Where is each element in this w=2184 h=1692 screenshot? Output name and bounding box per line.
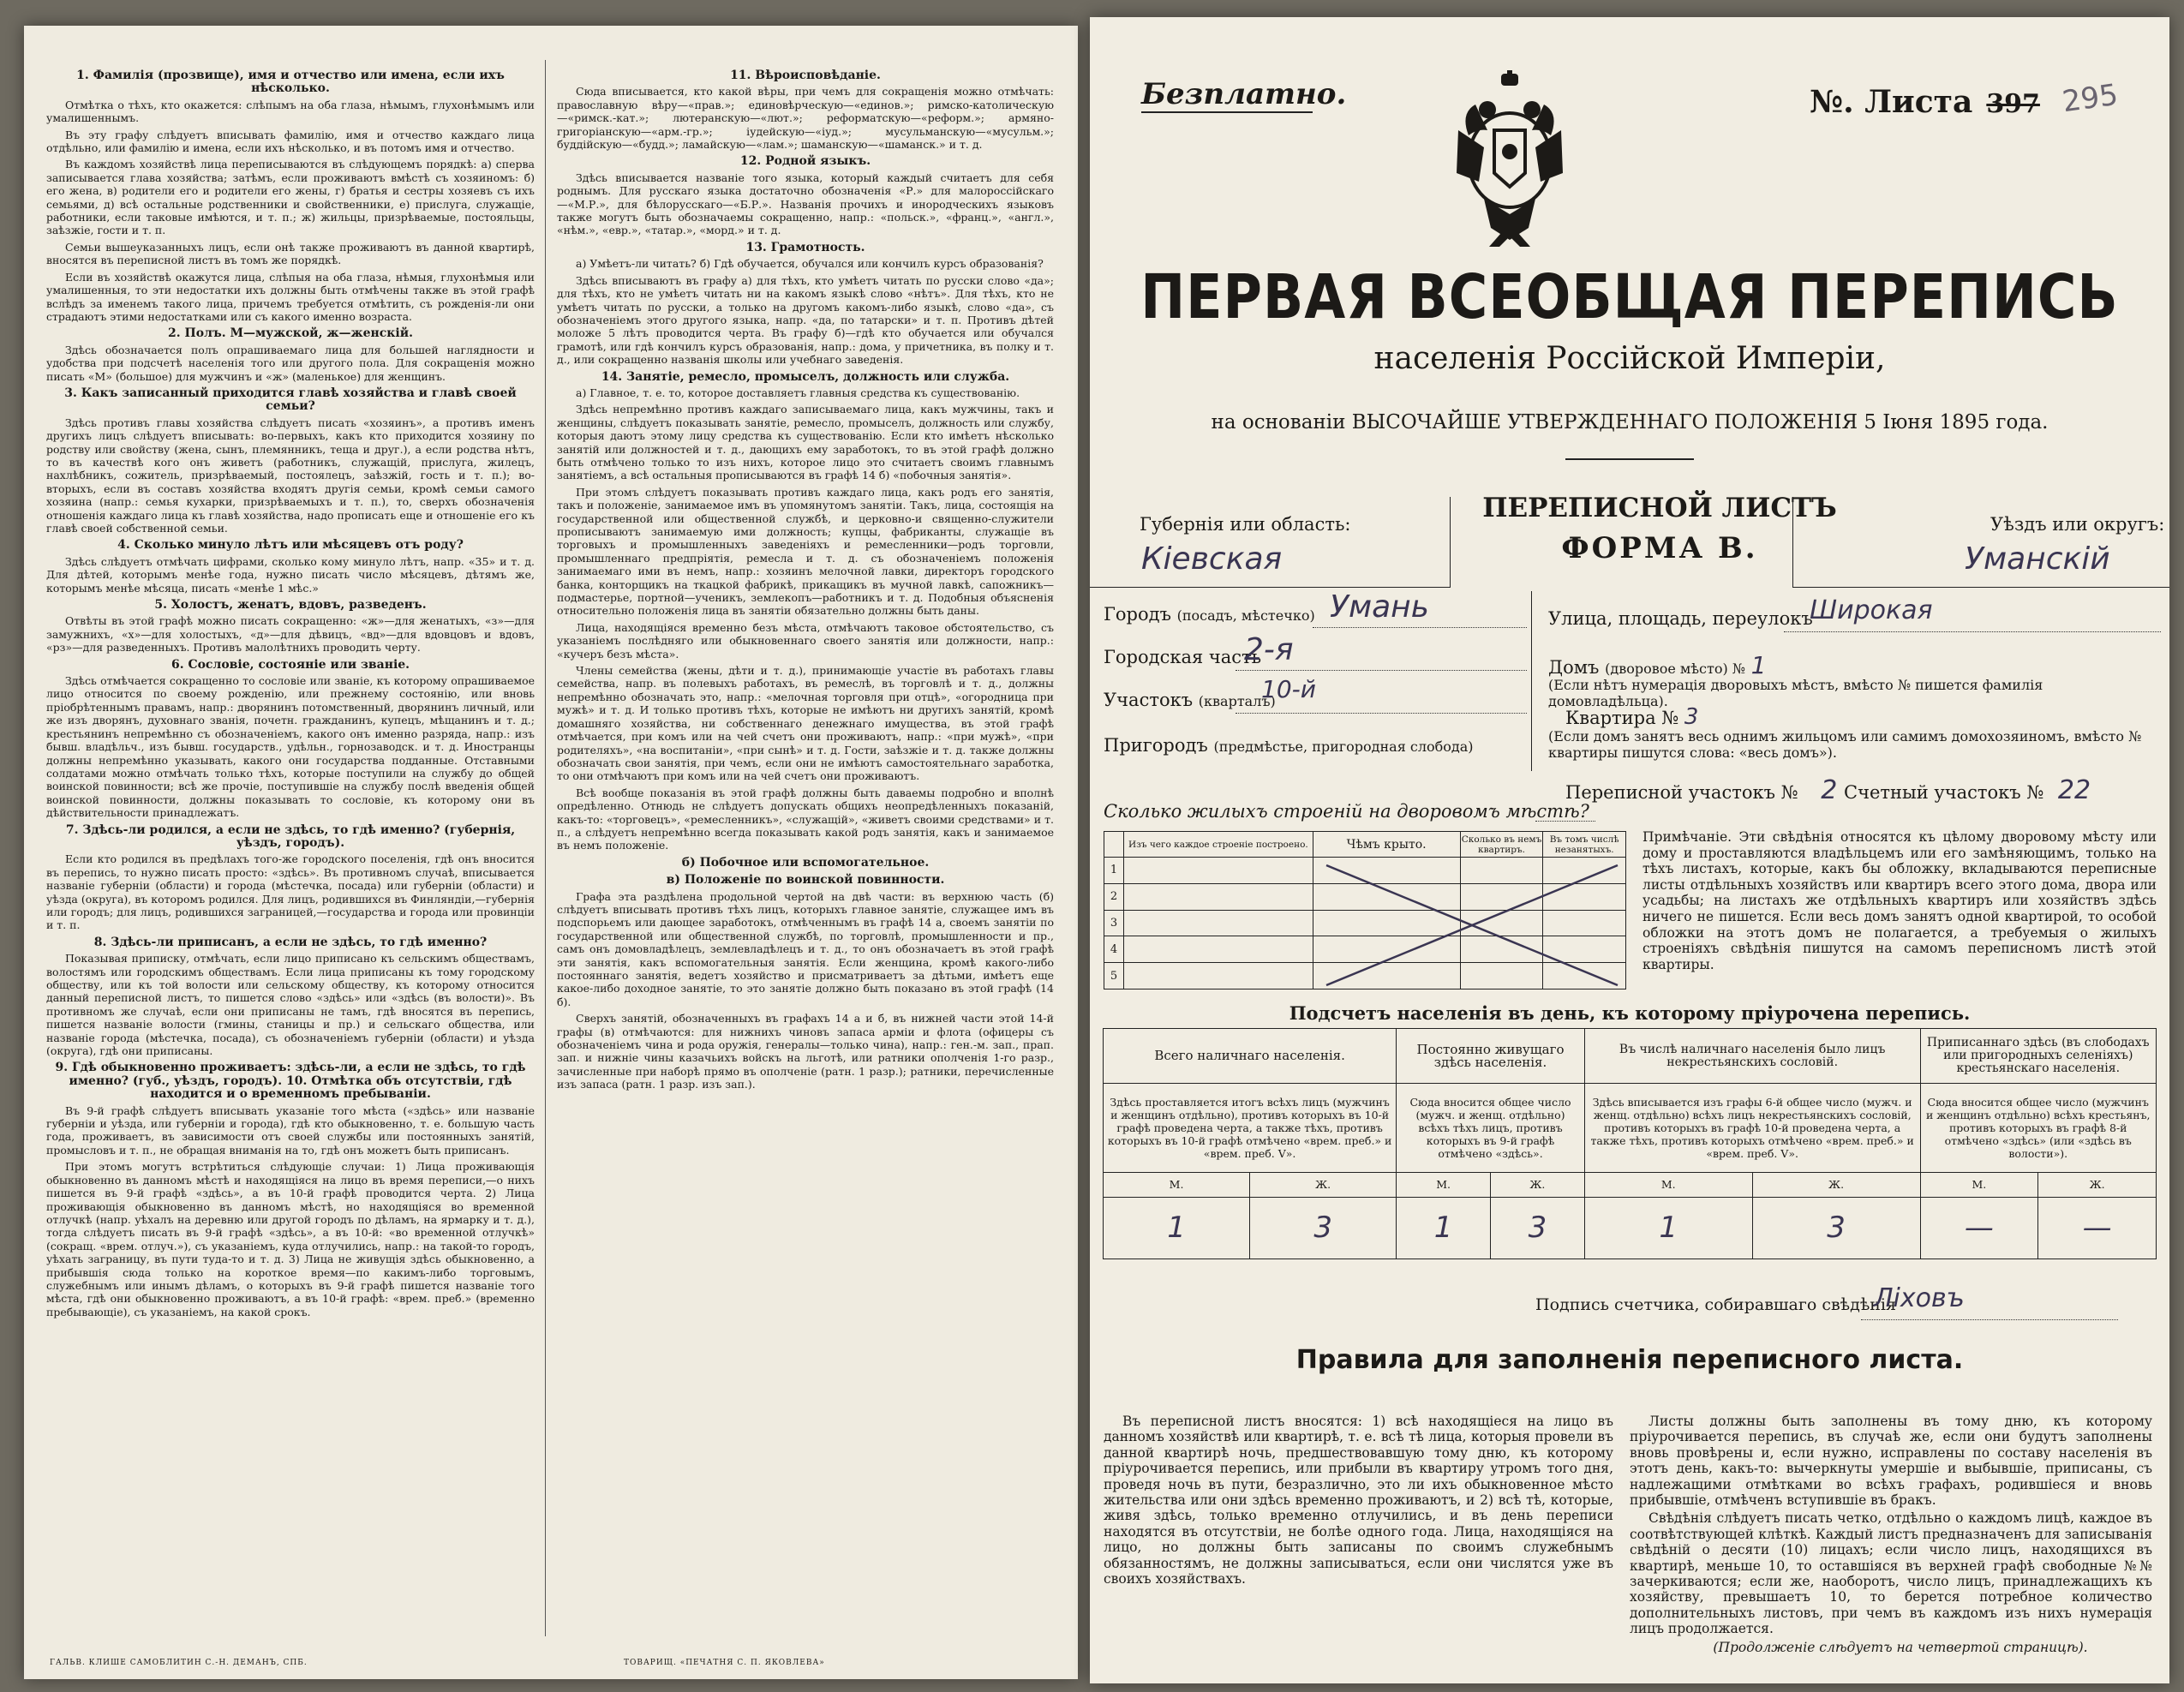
yard-cell [1124,936,1313,963]
instruction-heading: 5. Холостъ, женатъ, вдовъ, разведенъ. [154,598,427,613]
yard-row-number: 4 [1104,936,1124,963]
uezd-box [1792,497,2169,588]
count-desc-peasant: Сюда вносится общее число (мужчинъ и женщинъ отдѣльно) всѣхъ крестьянъ, противъ которыхъ въ графѣ 8-й отмѣчено «здѣсь» (или «здѣсь въ волости»). [1920,1084,2157,1172]
flat-label: Квартира № [1565,708,1679,728]
instruction-heading: 1. Фамилія (прозвище), имя и отчество или имена, если ихъ нѣсколько. [76,69,505,96]
instruction-paragraph: Въ эту графу слѣдуетъ вписывать фамилію, имя и отчество каждаго лица отдѣльно, или фамилію и имена, если ихъ нѣсколько, и въ потомъ имя и отчество. [46,128,535,155]
printer-imprint-right: ТОВАРИЩ. «ПЕЧАТНЯ С. П. ЯКОВЛЕВА» [624,1659,825,1667]
enumerator-label: Подпись счетчика, собиравшаго свѣдѣнія [1535,1295,1896,1314]
yard-row-number: 5 [1104,963,1124,989]
city-part-label: Городская часть [1104,647,1262,667]
district-note: (кварталъ) [1198,693,1276,709]
count-area-field [1844,775,2091,805]
count-head-non-peasant: Въ числѣ наличнаго населенія было лицъ некрестьянскихъ сословій. [1584,1029,1920,1084]
form-subtitle: населенія Россійской Имперіи, [1373,341,1886,376]
instruction-heading: б) Побочное или вспомогательное. [681,855,930,870]
rule-paragraph: Свѣдѣнія слѣдуетъ писать четко, отдѣльно о каждомъ лицѣ, каждое въ соотвѣтствующей клѣткѣ. Каждый листъ предназначенъ для записыванія свѣдѣній о десяти (10) лицахъ; если число лицъ, находящихся въ квартирѣ, меньше 10, то оставшіяся въ верхней графѣ свободные №№ зачеркиваются; если же, наоборотъ, число лицъ, принадлежащихъ къ хозяйству, превышаетъ 10, то берется потребное количество дополнительныхъ листовъ, при чемъ въ каждомъ изъ нихъ нумерація лицъ продолжается. [1630,1510,2152,1637]
count-resident-f: 3 [1491,1197,1585,1259]
yard-header-flats: Сколько въ немъ квартиръ. [1460,832,1543,858]
instruction-heading: 3. Какъ записанный приходится главѣ хозяйства и главѣ своей семьи? [64,386,517,414]
house-note: (дворовое мѣсто) № [1605,661,1745,677]
instruction-heading: 9. Гдѣ обыкновенно проживаетъ: здѣсь-ли, а если не здѣсь, то гдѣ именно? (губ., уѣздъ, городъ). 10. Отмѣтка объ отсутствіи, гдѣ находится и о временномъ пребываніи. [55,1061,526,1102]
instruction-paragraph: Здѣсь вписывается названіе того языка, который каждый считаетъ для себя роднымъ. Для русскаго языка достаточно обозначенія «Р.» для малороссійскаго—«М.Р.», для бѣлорусскаго—«Б.Р.». Названія прочихъ и инородческихъ языковъ также могутъ быть обозначаемы сокращенно, напр.: «польск.», «франц.», «англ.», «нѣм.», «евр.», «татар.», «морд.» и т. д. [557,170,1054,237]
instruction-paragraph: Здѣсь вписываютъ въ графу а) для тѣхъ, кто умѣетъ читать по русски слово «да»; для тѣхъ, кто не умѣетъ читать ни на какомъ языкѣ слово «нѣтъ». Для тѣхъ, кто не умѣетъ читать по русски, а только на другомъ какомъ-либо языкѣ, слово «да», съ обозначеніемъ этого другого языка, напр. «да, по татарски» и т. п. Противъ дѣтей моложе 5 лѣтъ проводится черта. Въ графу б)—гдѣ кто обучается или обучался грамотѣ, или гдѣ кончилъ курсъ образованія, напр.: дома, у причетника, въ полку и т. д., или сокращенно названія школы или учебнаго заведенія. [557,273,1054,367]
district-label: Участокъ [1104,690,1194,710]
instruction-heading: 2. Полъ. М—мужской, ж—женскій. [168,326,413,341]
instruction-paragraph: Члены семейства (жены, дѣти и т. д.), принимающіе участіе въ работахъ главы семейства, напр. въ полевыхъ работахъ, въ ремеслѣ, въ торговлѣ и т. д., должны непремѣнно обозначать это, напр.: «мелочная торговля при отцѣ», «огородница при мужѣ» и т. д. И только противъ тѣхъ, которые не имѣютъ ни другихъ занятій, кромѣ домашняго хозяйства, ни собственнаго денежнаго имущества, въ этой графѣ отмѣчается, при комъ или на чей счетъ они проживаютъ, напр.: «при мужѣ», «при родителяхъ», «на воспитаніи», «при сынѣ» и т. д. Гости, заѣзжіе и т. д. также должны обозначать свои занятія, при чемъ, если они не имѣютъ самостоятельнаго заработка, то они отмѣчаютъ при комъ или на чей счетъ они проживаютъ. [557,664,1054,783]
count-peasant-f: — [2038,1197,2157,1259]
rule-paragraph: Въ переписной листъ вносятся: 1) всѣ находящіеся на лицо въ данномъ хозяйствѣ или квартирѣ, т. е. всѣ тѣ лица, которыя провели въ данной квартирѣ ночь, предшествовавшую тому дню, къ которому пріурочивается перепись, или прибыли въ квартиру утромъ того дня, проведя ночь въ пути, безразлично, это ли ихъ обыкновенное мѣсто жительства или они здѣсь временно проживаютъ, и 2) всѣ тѣ, которые, живя здѣсь, только временно отлучились, и въ день переписи находятся въ отсутствіи, не болѣе одного года. Лица, находящіяся на лицо, но должны быть записаны по своимъ служебнымъ обязанностямъ, не должны записываться, если они числятся уже въ своихъ хозяйствахъ. [1104,1414,1613,1587]
instruction-paragraph: Здѣсь отмѣчается сокращенно то сословіе или званіе, къ которому опрашиваемое лицо относится по своему рожденію, или прежнему состоянію, или вновь пріобрѣтеннымъ правамъ, напр.: дворянинъ потомственный, дворянинъ личный, или же изъ дворянъ, духовнаго званія, почетн. гражданинъ, купецъ, мѣщанинъ и т. д.; крестьянинъ непремѣнно съ обозначеніемъ, какого онъ именно разряда, напр.: изъ бывш. владѣльч., изъ бывш. государств., удѣльн., горнозаводск. и т. д. Иностранцы должны непремѣнно указывать, какого они государства подданные. Отставными солдатами можно отмѣчать только тѣхъ, которые поступили на службу до общей воинской повинности; всѣ же прочіе, поступившіе на службу послѣ введенія общей воинской повинности, должны показывать то сословіе, къ которому они въ дѣйствительности принадлежатъ. [46,674,535,820]
count-desc-resident: Сюда вносится общее число (мужч. и женщ. отдѣльно) всѣхъ тѣхъ лицъ, противъ которыхъ въ 9-й графѣ отмѣчено «здѣсь». [1397,1084,1585,1172]
city-fill-line [1313,627,1527,628]
yard-header-vacant: Въ томъ числѣ незанятыхъ. [1543,832,1626,858]
sheet-number [1810,75,2040,122]
flat-field [1565,704,1698,730]
instruction-paragraph: а) Главное, т. е. то, которое доставляетъ главныя средства къ существованію. [576,386,1020,399]
count-head-resident: Постоянно живущаго здѣсь населенія. [1397,1029,1585,1084]
district-value: 10-й [1261,675,1316,703]
instruction-paragraph: При этомъ могутъ встрѣтиться слѣдующіе случаи: 1) Лица проживающія обыкновенно въ данномъ мѣстѣ и находящіяся на лицо въ время переписи,—о нихъ пишется въ 9-й графѣ «здѣсь», а въ 10-й графѣ проводится черта. 2) Лица проживающія обыкновенно въ данномъ мѣстѣ, но находящіяся во временной отлучкѣ (напр. уѣхалъ на деревню или другой городъ по дѣламъ, на ярмарку и т. д.), тогда слѣдуетъ писать въ 9-й графѣ «здѣсь», а въ 10-й: «во временной отлучкѣ» (сокращ. «врем. отлуч.»), съ указаніемъ, куда отлучились, напр.: на такой-то городъ, уѣхать заграницу, въ пути туда-то и т. д. 3) Лица не живущія здѣсь обыкновенно, а прибывшія сюда только на короткое время—по какимъ-либо торговымъ, служебнымъ или инымъ дѣламъ, о которыхъ въ 9-й графѣ пишется названіе того мѣста, гдѣ они обыкновенно проживаютъ, а въ 10-й графѣ: «врем. преб.» (временно пребывающіе), съ указаніемъ, на какой срокъ. [46,1160,535,1318]
yard-fill-line [1535,821,1595,822]
count-head-present: Всего наличнаго населенія. [1104,1029,1397,1084]
instruction-paragraph: Лица, находящіяся временно безъ мѣста, отмѣчаютъ таковое обстоятельство, съ указаніемъ послѣдняго или обыкновеннаго своего занятія или должности, напр.: «кучеръ безъ мѣста». [557,620,1054,661]
instruction-paragraph: Всѣ вообще показанія въ этой графѣ должны быть даваемы подробно и вполнѣ опредѣленно. Отнюдь не слѣдуетъ допускать общихъ неопредѣленныхъ показаній, какъ-то: «торговецъ», «ремесленникъ», «служащій», «живетъ своими средствами» и т. п., а слѣдуетъ непремѣнно всегда показывать какой родъ занятія, какъ и занимаемое въ немъ положеніе. [557,786,1054,852]
yard-note: Примѣчаніе. Эти свѣдѣнія относятся къ цѣлому дворовому мѣсту или дому и проставляются владѣльцемъ или его замѣняющимъ, только на тѣхъ листахъ, которые, какъ бы обложку, вкладываются переписные листы отдѣльныхъ хозяйствъ или квартиръ всего этого дома, двора или усадьбы; на листахъ же отдѣльныхъ квартиръ или хозяйствъ здѣсь ничего не пишется. Если весь домъ занятъ одной квартирой, то особой обложки на этотъ домъ не полагается, а требуемыя о жилыхъ строеніяхъ свѣдѣнія пишутся на самомъ переписномъ листѣ этой квартиры. [1642,829,2157,972]
count-present-m: 1 [1104,1197,1250,1259]
rules-column-right [1630,1414,2152,1658]
count-non-peasant-m: 1 [1584,1197,1752,1259]
count-desc-non-peasant: Здѣсь вписывается изъ графы 6-й общее число (мужч. и женщ. отдѣльно) всѣхъ лицъ некрестьянскихъ сословій, противъ которыхъ въ графѣ 10-й проведена черта, а также тѣхъ, противъ которыхъ отмѣчено «врем. преб.» и «врем. преб. V». [1584,1084,1920,1172]
flat-value: 3 [1684,704,1699,730]
count-f-label: Ж. [2038,1172,2157,1197]
yard-header-roof: Чѣмъ крыто. [1313,832,1460,858]
street-fill-line [1784,631,2161,632]
count-area-label: Счетный участокъ № [1844,782,2044,803]
count-area-value: 22 [2057,775,2091,805]
rule-paragraph: Листы должны быть заполнены въ тому дню, къ которому пріурочивается перепись, въ случаѣ же, если они будутъ заполнены вновь провѣрены и, если нужно, исправлены по составу населенія въ этотъ день, какъ-то: вычеркнуты умершіе и выбывшіе, приписаны, съ надлежащими отмѣтками во всѣхъ графахъ, родившіеся и вновь прибывшіе, отмѣченъ вступившіе въ бракъ. [1630,1414,2152,1509]
instruction-paragraph: Семьи вышеуказанныхъ лицъ, если онѣ также проживаютъ въ данной квартирѣ, вносятся въ переписной листъ въ томъ же порядкѣ. [46,240,535,267]
census-area-label: Переписной участокъ № [1565,782,1798,803]
instruction-heading: 13. Грамотность. [745,240,865,254]
sheet-number-label: №. Листа [1810,84,1973,120]
uezd-label: Уѣздъ или округъ: [1990,514,2165,535]
instruction-paragraph: При этомъ слѣдуетъ показывать противъ каждаго лица, какъ родъ его занятія, такъ и положеніе, занимаемое имъ въ упомянутомъ занятіи. Такъ, лица, состоящія на государственной или общественной службѣ, и церковно-и священно-служители прописываютъ занимаемую ими должность; купцы, фабриканты, служащіе въ торговыхъ и промышленныхъ заведеніяхъ и ремесленники—родъ торговли, промышленнаго предпріятія, ремесла и т. д. съ обозначеніемъ положенія занимаемаго ими въ немъ, напр.: хозяинъ мелочной лавки, директоръ городского банка, конторщикъ на ткацкой фабрикѣ, прикащикъ въ мучной лавкѣ, сапожникъ—подмастерье, портной—ученикъ, землекопъ—работникъ и т. д. Подобныя объясненія относительно положенія лица въ занятіи обязательно должны быть даны. [557,485,1054,618]
instructions-column-left [46,65,535,1322]
city-note: (посадъ, мѣстечко) [1176,607,1315,624]
count-m-label: М. [1584,1172,1752,1197]
address-divider [1531,591,1532,771]
rules-column-left [1104,1414,1613,1589]
instruction-paragraph: Въ каждомъ хозяйствѣ лица переписываются въ слѣдующемъ порядкѣ: а) сперва записывается глава хозяйства; затѣмъ, если проживаютъ вмѣстѣ съ хозяиномъ: б) его жена, в) родители его и родители его жены, г) братья и сестры хозяевъ съ ихъ семьями, д) всѣ остальные родственники и свойственники, е) прислуга, служащіе, работники, если таковые имѣются, и т. п.; ж) жильцы, призрѣваемые, постояльцы, заѣзжіе, гости и т. п. [46,158,535,237]
instruction-paragraph: Здѣсь непремѣнно противъ каждаго записываемаго лица, какъ мужчины, такъ и женщины, слѣдуетъ показывать занятіе, ремесло, промыселъ, должность или службу, которыя даютъ этому лицу средства къ существованію. Если кто имѣетъ нѣсколько занятій или должностей и т. д., дающихъ ему заработокъ, то въ этой графѣ должно быть отмѣчено только то изъ нихъ, которое лицо это считаетъ своимъ главнымъ занятіемъ, а всѣ остальныя прописываются въ графѣ 14 б) «побочныя занятія». [557,403,1054,482]
sheet-number-printed: 397 [1986,89,2040,119]
census-area-value: 2 [1821,775,1838,805]
column-divider [545,60,546,1636]
instruction-paragraph: Здѣсь обозначается полъ опрашиваемаго лица для большей наглядности и удобства при подсчетѣ населенія того или другого пола. Для сокращенія можно писать «М» (большое) для мужчинъ и «ж» (маленькое) для женщинъ. [46,343,535,383]
gubernia-box [1090,497,1451,588]
count-f-label: Ж. [1752,1172,1920,1197]
left-page [24,26,1078,1679]
rules-continued: (Продолженіе слѣдуетъ на четвертой страницѣ). [1713,1639,2088,1655]
instruction-heading: 6. Сословіе, состояніе или званіе. [171,657,410,672]
instruction-paragraph: Здѣсь противъ главы хозяйства слѣдуетъ писать «хозяинъ», а противъ именъ другихъ лицъ слѣдуетъ вписывать: во-первыхъ, какъ кто приходится хозяину по родству или свойству (жена, сынъ, племянникъ, теща и друг.), а если родства нѣтъ, то въ качествѣ кого онъ живетъ (работникъ, служащій, прислуга, жилецъ, нахлѣбникъ, сожитель, призрѣваемый, постоялецъ, заѣзжій, гость и т. п.); во-вторыхъ, если въ составъ хозяйства входятъ другія семьи, кромѣ семьи самого хозяина (напр.: семья кухарки, призрѣваемыхъ и т. п.), то, сверхъ обозначенія отношенія каждаго лица къ главѣ хозяйства, надо прописать еще и отношеніе его къ главѣ своей собственной семьи. [46,416,535,535]
free-label: Безплатно. [1141,77,1347,111]
instruction-heading: 12. Родной языкъ. [739,154,871,169]
city-part-fill-line [1236,670,1527,671]
city-value: Умань [1330,589,1429,625]
printer-imprint-left: ГАЛЬВ. КЛИШЕ САМОБЛИТИН С.-Н. ДЕМАНЪ, СПБ. [50,1659,308,1667]
count-present-f: 3 [1250,1197,1397,1259]
count-m-label: М. [1920,1172,2038,1197]
yard-cell [1124,858,1313,884]
census-area-field [1565,775,1837,805]
instruction-paragraph: Графа эта раздѣлена продольной чертой на двѣ части: въ верхнюю часть (б) слѣдуетъ вписывать противъ тѣхъ лицъ, которыхъ главное занятіе, служащее имъ въ подспорьемъ или дающее заработокъ, отмѣченнымъ въ графѣ 14 а, своемъ занятіи по государственной или общественной службѣ, по торговлѣ, промышленности и пр., самъ онъ домовладѣлецъ, землевладѣлецъ и т. д., то онъ обозначаетъ въ этой графѣ эти занятія, какъ вспомогательныя занятія. Если женщина, кромѣ какого-либо постояннаго занятія, ведетъ хозяйство и присматриваетъ за дѣтьми, имѣетъ еще какое-либо доходное занятіе, то это занятіе должно быть показано въ этой графѣ (14 б). [557,889,1054,1008]
count-m-label: М. [1104,1172,1250,1197]
district-fill-line [1236,713,1527,714]
yard-row-number: 3 [1104,910,1124,936]
instruction-paragraph: Въ 9-й графѣ слѣдуетъ вписывать указаніе того мѣста («здѣсь» или названіе губерніи и уѣзда, или губерніи и города), гдѣ кто обыкновенно, т. е. большую часть года, проживаетъ, въ зависимости отъ своей службы или постоянныхъ занятій, промысловъ и т. п., не обращая вниманія на то, гдѣ онъ можетъ быть приписанъ. [46,1103,535,1157]
instruction-paragraph: Здѣсь слѣдуетъ отмѣчать цифрами, сколько кому минуло лѣтъ, напр. «35» и т. д. Для дѣтей, которымъ менѣе года, нужно писать число мѣсяцевъ, дѣтямъ же, которымъ менѣе мѣсяца, писать «менѣе 1 мѣс.» [46,554,535,595]
city-field [1104,604,1315,625]
census-form-page [1090,17,2169,1683]
uezd-value: Уманскій [1965,541,2110,577]
instruction-heading: 4. Сколько минуло лѣтъ или мѣсяцевъ отъ роду? [117,538,464,553]
basis-underline [1565,458,1694,460]
house-field [1548,651,1766,679]
instruction-heading: 8. Здѣсь-ли приписанъ, а если не здѣсь, то гдѣ именно? [93,935,488,949]
yard-row-number: 2 [1104,883,1124,910]
instruction-heading: 7. Здѣсь-ли родился, а если не здѣсь, то гдѣ именно? (губернія, уѣздъ, городъ). [65,822,516,850]
yard-cell [1124,963,1313,989]
count-head-peasant: Приписаннаго здѣсь (въ слободахъ или пригородныхъ селеніяхъ) крестьянскаго населенія. [1920,1029,2157,1084]
instruction-heading: в) Положеніе по воинской повинности. [666,873,945,888]
count-peasant-m: — [1920,1197,2038,1259]
instruction-paragraph: Если кто родился въ предѣлахъ того-же городского поселенія, гдѣ онъ вносится въ перепись, то нужно писать просто: «здѣсь». Въ противномъ случаѣ, вписывается названіе губерніи (области) и города (мѣстечка, посада) или губерніи (области) и уѣзда (округа), въ которомъ родился. Для лицъ, родившихся въ Финляндіи,—губернія или городъ; для лицъ, родившихся заграницей,—государства и города или провинціи и т. п. [46,852,535,932]
house-hint: (Если нѣтъ нумерація дворовыхъ мѣстъ, вмѣсто № пишется фамилія домовладѣльца). [1548,677,2043,709]
instruction-paragraph: Отмѣтка о тѣхъ, кто окажется: слѣпымъ на оба глаза, нѣмымъ, глухонѣмымъ или умалишеннымъ. [46,98,535,125]
flat-hint: (Если домъ занятъ весь однимъ жильцомъ или самимъ домохозяиномъ, вмѣсто № квартиры пишутся слова: «весь домъ»). [1548,728,2142,761]
yard-header-material: Изъ чего каждое строеніе построено. [1124,832,1313,858]
rules-title: Правила для заполненія переписного листа. [1295,1345,1964,1375]
street-value: Широкая [1810,595,1933,625]
city-label: Городъ [1104,604,1171,625]
gubernia-value: Кіевская [1141,541,1283,577]
yard-row-number: 1 [1104,858,1124,884]
count-f-label: Ж. [1250,1172,1397,1197]
instruction-paragraph: а) Умѣетъ-ли читать? б) Гдѣ обучается, обучался или кончилъ курсъ образованія? [576,257,1044,271]
suburb-note: (предмѣстье, пригородная слобода) [1213,738,1474,755]
count-title: Подсчетъ населенія въ день, къ которому пріурочена перепись. [1289,1002,1971,1024]
yard-table-cross-out-mark [1309,857,1626,989]
count-desc-present: Здѣсь проставляется итогъ всѣхъ лицъ (мужчинъ и женщинъ отдѣльно), противъ которыхъ въ 10-й графѣ проведена черта, а также тѣхъ, противъ которыхъ въ 10-й графѣ отмѣчено «врем. преб.» и «врем. преб. V». [1104,1084,1397,1172]
yard-cell [1124,910,1313,936]
count-m-label: М. [1397,1172,1491,1197]
form-letter: ФОРМА В. [1561,531,1758,565]
instruction-heading: 14. Занятіе, ремесло, промыселъ, должность или служба. [601,369,1010,384]
legal-basis: на основаніи ВЫСОЧАЙШЕ УТВЕРЖДЕННАГО ПОЛОЖЕНІЯ 5 Іюня 1895 года. [1211,411,2049,433]
yard-table-corner [1104,832,1124,858]
instruction-paragraph: Сверхъ занятій, обозначенныхъ въ графахъ 14 а и б, въ нижней части этой 14-й графы (в) отмѣчаются: для нижнихъ чиновъ запаса армiи и флота (офицеры съ обозначеніемъ чина и рода оружія, генералы—только чина), напр.: ген.-м. зап., прап. зап. и нижніе чины казачьихъ войскъ на льготѣ, или ратники ополченія 1-го разр., зачисленные при наборѣ прямо въ ополченіе (ратн. 1 разр.); ратники, перечисленные изъ запаса (ратн. 1 разр. изъ зап.). [557,1012,1054,1091]
house-value: 1 [1750,651,1767,679]
enumerator-signature: Ліховъ [1874,1283,1965,1313]
yard-cell [1124,883,1313,910]
instructions-column-right [557,65,1054,1095]
city-part-value: 2-я [1244,632,1294,667]
enumerator-fill-line [1861,1319,2118,1320]
population-count-table [1103,1028,2157,1259]
instruction-paragraph: Если въ хозяйствѣ окажутся лица, слѣпыя на оба глаза, нѣмыя, глухонѣмыя или умалишенныя, то эти недостатки ихъ должны быть отмѣчены также въ этой графѣ вслѣдъ за именемъ такого лица, причемъ требуется отмѣтить, съ рожденія-ли они страдаютъ этими недостатками или съ какого именно возраста. [46,270,535,323]
house-label: Домъ [1548,657,1600,678]
suburb-field [1104,735,1474,756]
street-label: Улица, площадь, переулокъ [1548,608,1813,629]
form-main-title: ПЕРВАЯ ВСЕОБЩАЯ ПЕРЕПИСЬ [1140,260,2119,333]
district-field [1104,690,1276,710]
instruction-heading: 11. Вѣроисповѣданіе. [730,69,881,82]
instruction-paragraph: Показывая приписку, отмѣчать, если лицо приписано къ сельскимъ обществамъ, волостямъ или городскимъ обществамъ. Если лица приписаны къ тому городскому обществу, или къ той волости или сельскому обществу, къ которому относится данный переписной листъ, то пишется слово «здѣсь» или «здѣсь (въ волости)». Въ противномъ же случаѣ, если они приписаны не тамъ, гдѣ вносятся въ перепись, пишется названіе волости (гмины, станицы и пр.) и сельскаго общества, или названіе города (мѣстечка, посада), съ обозначеніемъ губерніи (области) и уѣзда (округа), гдѣ они приписаны. [46,952,535,1058]
sheet-number-handwritten: 295 [2060,77,2121,120]
instruction-paragraph: Сюда вписывается, кто какой вѣры, при чемъ для сокращенія можно отмѣчать: православную вѣру—«прав.»; единовѣрческую—«единов.»; римско-католическую—«римск.-кат.»; лютеранскую—«лют.»; реформатскую—«реформ.»; армяно-григоріанскую—«арм.-гр.»; іудейскую—«іуд.»; мусульманскую—«мусульм.»; буддійскую—«будд.»; ламайскую—«лам.»; шаманскую—«шаманск.» и т. д. [557,85,1054,152]
yard-question: Сколько жилыхъ строеній на дворовомъ мѣстѣ? [1104,801,1589,822]
count-resident-m: 1 [1397,1197,1491,1259]
form-title: ПЕРЕПИСНОЙ ЛИСТЪ [1482,493,1837,523]
instruction-paragraph: Отвѣты въ этой графѣ можно писать сокращенно: «ж»—для женатыхъ, «з»—для замужнихъ, «х»—для холостыхъ, «д»—для дѣвицъ, «вд»—для вдовцовъ и вдовъ, «рз»—для разведенныхъ. Противъ малолѣтнихъ проводить черту. [46,614,535,655]
count-f-label: Ж. [1491,1172,1585,1197]
free-underline [1141,111,1313,113]
suburb-label: Пригородъ [1104,735,1208,756]
gubernia-label: Губернія или область: [1140,514,1351,535]
count-non-peasant-f: 3 [1752,1197,1920,1259]
double-headed-eagle-emblem-icon [1450,70,1570,250]
